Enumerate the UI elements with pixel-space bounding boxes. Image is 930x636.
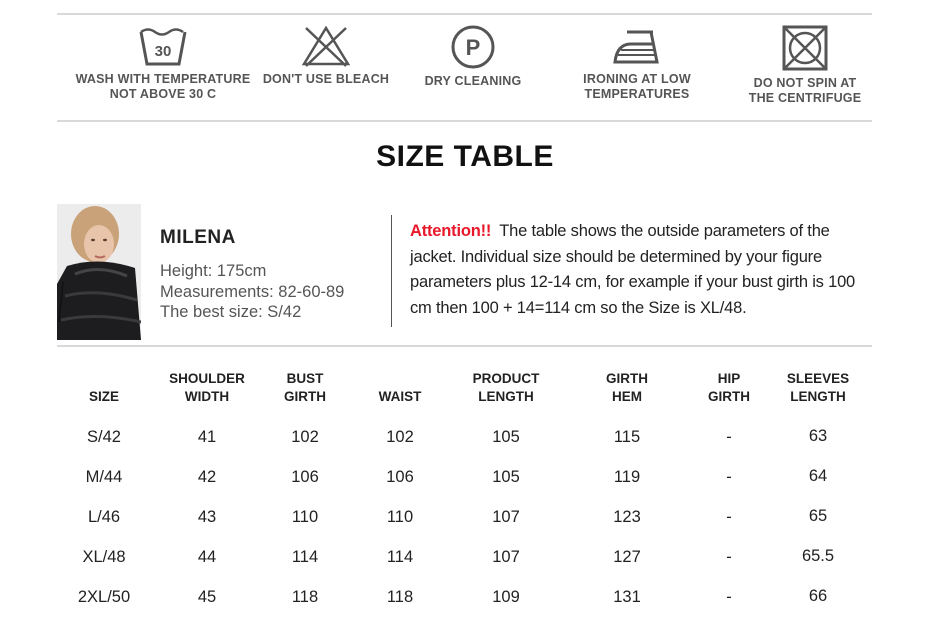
size-label-cell: S/42 (87, 428, 121, 446)
table-header: GIRTH HEM (606, 371, 648, 404)
no-bleach-icon (298, 24, 354, 68)
table-header: SHOULDER WIDTH (169, 371, 245, 404)
size-label-cell: XL/48 (82, 548, 126, 566)
model-name: MILENA (160, 227, 236, 248)
model-info (160, 261, 344, 323)
table-header: BUST GIRTH (284, 371, 326, 404)
table-cell: 42 (197, 468, 217, 486)
care-label: IRONING AT LOW TEMPERATURES (583, 72, 691, 101)
care-no-bleach (256, 24, 396, 87)
vertical-divider (391, 215, 392, 327)
attention-label: Attention!! (410, 222, 492, 240)
table-cell: 43 (197, 508, 217, 526)
care-dry-clean (403, 24, 543, 89)
table-cell: 131 (613, 588, 641, 606)
table-cell: 45 (197, 588, 217, 606)
table-header: PRODUCT LENGTH (472, 371, 540, 404)
table-cell: 106 (386, 468, 414, 486)
table-cell: 64 (808, 467, 828, 485)
attention-note (410, 219, 876, 321)
care-label: DON'T USE BLEACH (262, 72, 390, 86)
table-cell: 127 (613, 548, 641, 566)
attention-text: The table shows the outside parameters of the jacket. Individual size should be determined by your figure parameters plus 12-14 cm, for example if your bust girth is 100 cm then 100 + 14=114 cm so the Size is XL/48. (410, 222, 856, 317)
table-cell: 41 (197, 428, 217, 446)
model-height: Height: 175cm (160, 262, 267, 280)
table-cell: 102 (291, 428, 319, 446)
table-cell: - (726, 468, 732, 486)
care-wash-30 (63, 24, 263, 102)
table-cell: 110 (386, 508, 414, 526)
table-cell: 109 (492, 588, 520, 606)
care-no-tumble-dry (735, 24, 875, 106)
table-cell: 123 (613, 508, 641, 526)
size-label-cell: L/46 (87, 508, 121, 526)
table-cell: 118 (291, 588, 319, 606)
table-cell: 65.5 (801, 547, 835, 565)
table-cell: 114 (386, 548, 414, 566)
table-cell: 63 (808, 427, 828, 445)
table-header: WAIST (378, 389, 422, 404)
care-label: DRY CLEANING (424, 74, 522, 88)
svg-text:30: 30 (154, 43, 172, 60)
table-cell: - (726, 588, 732, 606)
table-cell: 114 (291, 548, 319, 566)
model-divider (57, 345, 872, 347)
table-cell: 118 (386, 588, 414, 606)
table-header: SLEEVES LENGTH (786, 371, 850, 404)
care-label: DO NOT SPIN AT THE CENTRIFUGE (748, 76, 862, 105)
model-photo (57, 204, 141, 340)
table-cell: 66 (808, 587, 828, 605)
table-cell: - (726, 508, 732, 526)
table-cell: 115 (613, 428, 641, 446)
model-best-size: The best size: S/42 (160, 303, 302, 321)
no-tumble-dry-icon (779, 24, 831, 72)
table-header: HIP GIRTH (708, 371, 750, 404)
svg-text:P: P (465, 35, 481, 60)
iron-low-icon (607, 24, 667, 68)
table-cell: 107 (492, 508, 520, 526)
table-cell: 102 (386, 428, 414, 446)
table-cell: 106 (291, 468, 319, 486)
wash-30-icon (135, 24, 191, 68)
table-header: SIZE (88, 389, 119, 404)
size-label-cell: M/44 (85, 468, 123, 486)
care-label: WASH WITH TEMPERATURE NOT ABOVE 30 C (75, 72, 251, 101)
care-iron-low (567, 24, 707, 102)
table-cell: 110 (291, 508, 319, 526)
top-divider (57, 13, 872, 15)
table-cell: 119 (613, 468, 641, 486)
table-cell: - (726, 548, 732, 566)
size-label-cell: 2XL/50 (77, 588, 131, 606)
table-cell: 105 (492, 428, 520, 446)
page-title: SIZE TABLE (376, 140, 554, 173)
table-cell: - (726, 428, 732, 446)
care-divider (57, 120, 872, 122)
table-cell: 44 (197, 548, 217, 566)
dry-clean-icon (445, 24, 501, 70)
table-cell: 65 (808, 507, 828, 525)
table-cell: 105 (492, 468, 520, 486)
model-measurements: Measurements: 82-60-89 (160, 282, 345, 301)
table-cell: 107 (492, 548, 520, 566)
